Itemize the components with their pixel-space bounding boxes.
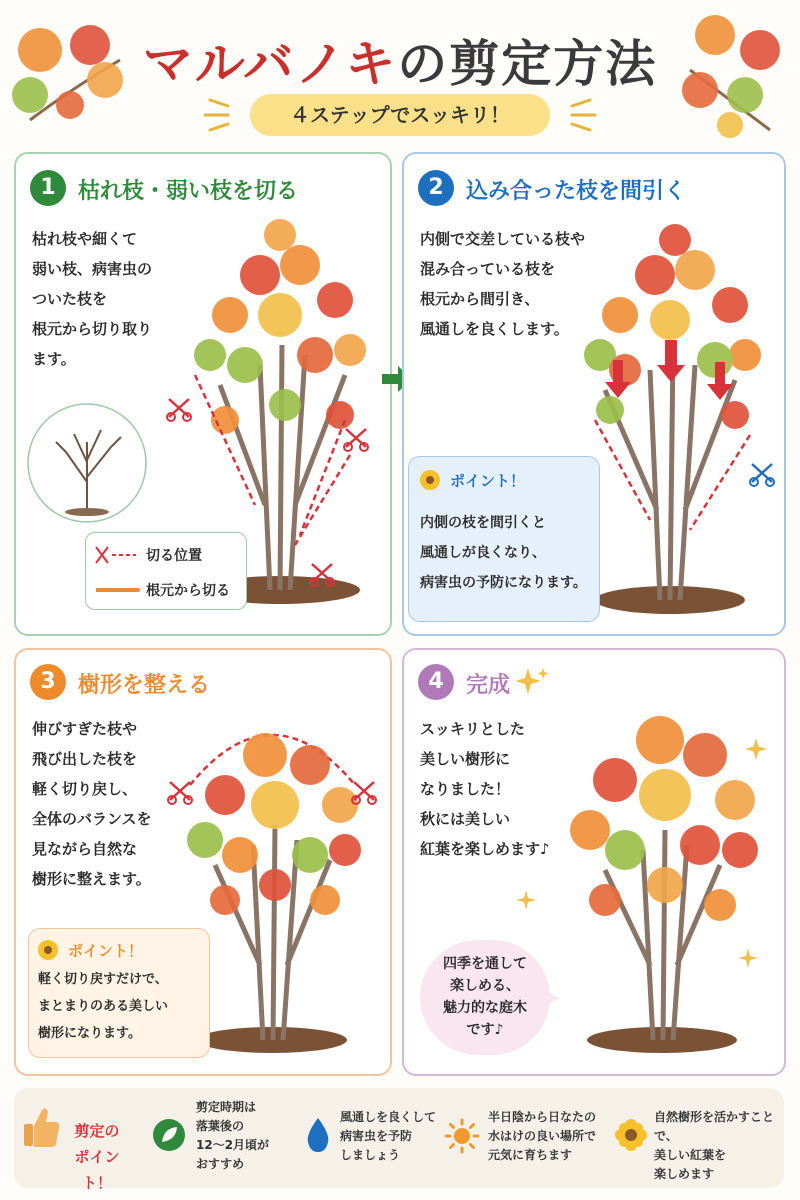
step-1-line: 根元から切り取り — [32, 320, 153, 338]
scissors-icon — [165, 395, 193, 423]
tip-line: 元気に育ちます — [488, 1148, 573, 1162]
step-3-line: 樹形に整えます。 — [32, 870, 151, 888]
scissors-icon — [308, 560, 336, 588]
bubble-line: 四季を通して — [443, 956, 527, 972]
scissors-icon — [166, 778, 194, 806]
tip-line: 落葉後の — [196, 1119, 245, 1133]
subtitle-badge: ４ステップでスッキリ！ — [250, 94, 550, 136]
bottom-heading-line: ポイント！ — [74, 1148, 120, 1192]
bubble-tail — [542, 988, 560, 1008]
sparkle-icon — [745, 738, 767, 760]
step-4-tree-illustration — [555, 700, 770, 1060]
tip-line: しましょう — [340, 1148, 401, 1162]
step-4-line: なりました！ — [420, 780, 511, 798]
scissors-icon — [350, 778, 378, 806]
step-1-number: 1 — [30, 170, 66, 206]
step-3-line: 伸びすぎた枝や — [32, 720, 138, 738]
step-1-line: 枯れ枝や細くて — [32, 230, 138, 248]
sparkle-icon — [738, 948, 758, 968]
title-main: マルバノキ — [142, 35, 398, 93]
step-4-heading: 完成 — [466, 673, 511, 698]
step-3-line: 軽く切り戻し、 — [32, 780, 138, 798]
step-3-line: 全体のバランスを — [32, 810, 152, 828]
bubble-line: です♪ — [466, 1022, 504, 1038]
step-1-line: ます。 — [32, 350, 76, 368]
scissors-icon — [342, 425, 370, 453]
tip-line: 病害虫を予防 — [340, 1129, 413, 1143]
sparkle-icon — [516, 890, 536, 910]
bubble-line: 魅力的な庭木 — [443, 1000, 527, 1016]
tip-line: 12～2月頃が — [196, 1138, 270, 1152]
step-1-text — [32, 224, 182, 374]
title-rest: の剪定方法 — [397, 35, 658, 93]
water-drop-icon — [304, 1116, 332, 1154]
sparkle-icon — [516, 666, 550, 696]
cut-base-marker-icon — [96, 585, 140, 595]
leaf-icon — [152, 1118, 186, 1152]
step-2-line: 風通しを良くします。 — [420, 320, 569, 338]
step-1-line: ついた枝を — [32, 290, 108, 308]
step-3-point-text — [38, 966, 208, 1047]
tip-line: 風通しを良くして — [340, 1110, 437, 1124]
step-3-point-line: まとまりのある美しい — [38, 999, 169, 1014]
tip-line: 自然樹形を活かすことで、 — [654, 1110, 775, 1143]
step-2-point-text — [420, 508, 596, 598]
step-2-heading: 込み合った枝を間引く — [466, 179, 687, 204]
step-4-line: スッキリとした — [420, 720, 525, 738]
step-2-point-line: 内側の枝を間引くと — [420, 515, 546, 531]
step-1-line: 弱い枝、病害虫の — [32, 260, 153, 278]
tip-timing — [196, 1098, 306, 1174]
sun-icon — [444, 1118, 480, 1154]
flower-icon — [614, 1118, 648, 1152]
tip-line: おすすめ — [196, 1157, 245, 1171]
flower-icon — [418, 468, 442, 492]
tip-line: 剪定時期は — [196, 1100, 257, 1114]
tip-line: 半日陰から日なたの — [488, 1110, 597, 1124]
tip-line: 楽しめます — [654, 1167, 715, 1181]
bare-tree-inset — [26, 402, 148, 524]
step-1-heading: 枯れ枝・弱い枝を切る — [78, 179, 299, 204]
step-3-number: 3 — [30, 664, 66, 700]
step-4-speech-bubble — [420, 940, 550, 1055]
step-3-line: 見ながら自然な — [32, 840, 138, 858]
step-4-number: 4 — [418, 664, 454, 700]
step-2-line: 根元から間引き、 — [420, 290, 540, 308]
step-2-line: 内側で交差している枝や — [420, 230, 586, 248]
step-2-point-label: ポイント！ — [450, 472, 526, 490]
step-3-point-line: 軽く切り戻すだけで、 — [38, 972, 168, 987]
scissors-icon — [748, 460, 776, 488]
step-4-line: 紅葉を楽しめます♪ — [420, 840, 550, 858]
bottom-heading — [66, 1118, 128, 1196]
tip-line: 美しい紅葉を — [654, 1148, 727, 1162]
tip-autumn — [654, 1108, 782, 1184]
step-4-line: 秋には美しい — [420, 810, 511, 828]
step-3-line: 飛び出した枝を — [32, 750, 138, 768]
tip-line: 水はけの良い場所で — [488, 1129, 597, 1143]
step-2-point-line: 病害虫の予防になります。 — [420, 575, 587, 591]
tip-ventilation — [340, 1108, 460, 1165]
step-3-point-line: 樹形になります。 — [38, 1026, 141, 1041]
step-2-number: 2 — [418, 170, 454, 206]
bubble-line: 楽しめる、 — [450, 978, 520, 994]
step-4-line: 美しい樹形に — [420, 750, 511, 768]
thumbs-up-icon — [22, 1104, 62, 1150]
legend-cut-position: 切る位置 — [146, 548, 202, 564]
tip-location — [488, 1108, 618, 1165]
page-title — [0, 24, 800, 96]
step-2-line: 混み合っている枝を — [420, 260, 556, 278]
step-3-heading: 樹形を整える — [78, 673, 211, 698]
bottom-heading-line: 剪定の — [74, 1122, 120, 1140]
legend-cut-base: 根元から切る — [146, 583, 230, 599]
step-2-point-line: 風通しが良くなり、 — [420, 545, 546, 561]
cut-position-marker-icon — [94, 545, 138, 565]
flower-icon — [36, 938, 60, 962]
step-3-point-label: ポイント！ — [68, 942, 144, 960]
